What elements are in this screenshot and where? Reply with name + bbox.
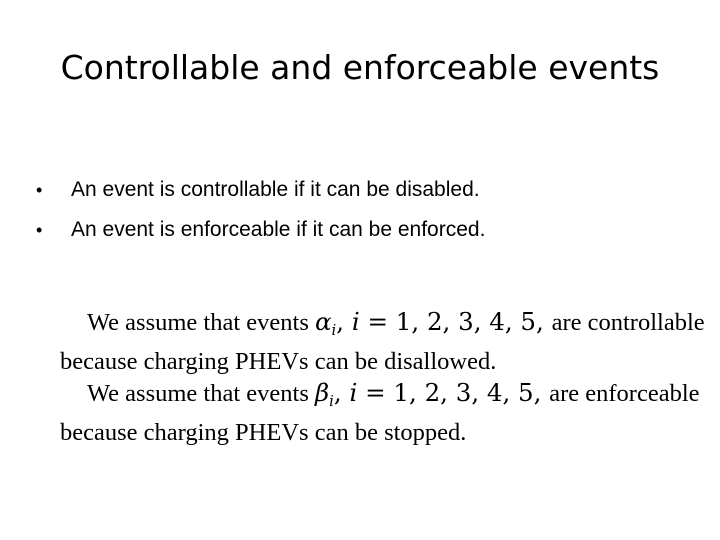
math-subscript: i: [329, 393, 334, 411]
math-expression: $\alpha_i$, i = 1, 2, 3, 4, 5,: [315, 307, 552, 340]
excerpt-line: [60, 306, 705, 346]
paper-excerpt: [60, 306, 705, 448]
math-index-var: i: [349, 378, 358, 408]
math-expression: $\beta_i$, i = 1, 2, 3, 4, 5,: [315, 378, 550, 411]
excerpt-line: because charging PHEVs can be stopped.: [60, 419, 467, 447]
slide-title: Controllable and enforceable events: [60, 48, 660, 87]
bullet-item: [36, 210, 485, 250]
excerpt-line: [60, 377, 705, 417]
bullet-text: An event is enforceable if it can be enforced.: [71, 218, 486, 241]
excerpt-text: We assume that events: [87, 309, 315, 336]
bullet-mark: •: [36, 180, 43, 200]
excerpt-text: are controllable: [551, 309, 705, 336]
math-index-values: = 1, 2, 3, 4, 5,: [357, 378, 550, 408]
excerpt-text: are enforceable: [549, 380, 700, 408]
bullet-text: An event is controllable if it can be disabled.: [71, 178, 480, 201]
bullet-mark: •: [36, 220, 43, 240]
math-symbol: β: [315, 378, 330, 408]
math-symbol: α: [315, 307, 332, 336]
math-index-var: i: [351, 307, 360, 336]
bullet-item: [36, 170, 485, 210]
excerpt-text: We assume that events: [87, 380, 315, 408]
excerpt-line: because charging PHEVs can be disallowed.: [60, 348, 497, 376]
bullet-list: [36, 170, 485, 250]
math-subscript: i: [331, 322, 337, 340]
math-index-values: = 1, 2, 3, 4, 5,: [359, 307, 552, 336]
